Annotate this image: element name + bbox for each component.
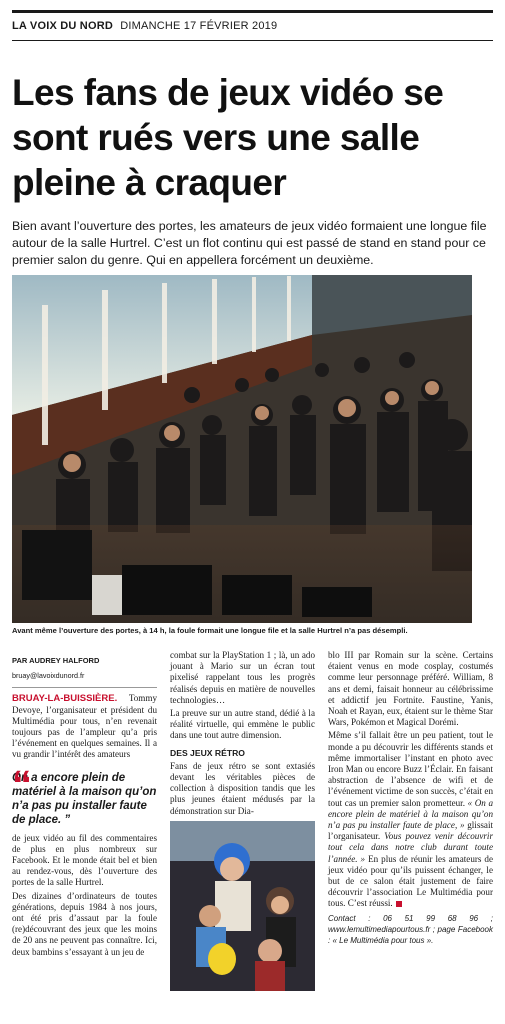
paragraph-8 [328,730,493,909]
pull-quote-body: On a encore plein de matériel à la maison qu’on n’a pas pu installer faute de place. [12,771,157,826]
paragraph-4: combat sur la PlayStation 1 ; là, un ado jouant à Mario sur un écran tout pixelisé rappelant tous les progrès réalisés depuis en matière de nouvelles technologies… [170,650,315,705]
paragraph-2: de jeux vidéo au fil des commentaires de plus en plus nombreux sur Facebook. Et le monde était bel et bien au rendez-vous, dès l’ouverture des portes de la salle Hurtrel. [12,832,157,888]
newspaper-name: LA VOIX DU NORD [12,20,113,32]
dateline-city: BRUAY-LA-BUISSIÈRE. [12,693,118,705]
pull-quote-text [12,771,157,827]
column-3 [328,650,493,946]
inline-quote-1: « On a encore plein de matériel à la maison qu’on n’a pas pu installer faute de place, » [328,797,493,831]
top-rule [12,10,493,13]
quote-close-mark: ” [64,813,71,826]
paragraph-7: blo III par Romain sur la scène. Certains étaient venus en mode cosplay, costumés comme leur personnage préféré. William, 8 ans et demi, faisait honneur au célébrissime et addictif jeu Fortnite. Faustine, Yanis, Noah et Rayan, eux, étaient sur le thème Star Wars, Pokémon et Magical Dorémi. [328,650,493,728]
paragraph-intro-text: Tommy Devoye, l’organisateur et président du Multimédia pour tous, n’en revenait toujours pas de l’ampleur qu’a pris l’événement en quelques semaines. Il a vu grandir l’intérêt des amateurs [12,693,157,760]
paragraph-3: Des dizaines d’ordinateurs de toutes générations, depuis 1984 à nos jours, ont été pris d’assaut par la foule (re)découvrant des jeux que les moins de 20 ans ne peuvent pas connaître. Ici, deux bambins s’essayant à un jeu de [12,890,157,957]
cosplay-photo-illustration [170,821,315,991]
pull-quote [12,762,157,827]
paragraph-intro [12,693,157,760]
article-lead: Bien avant l’ouverture des portes, les amateurs de jeux vidéo formaient une longue file autour de la salle Hurtrel. C’est un flot continu qui est passé de stand en stand pour ce premier salon du genre. Qui en appellera forcément un deuxième. [12,219,487,267]
byline: PAR AUDREY HALFORD [12,656,100,665]
cosplay-photo [170,821,315,991]
masthead [12,20,277,32]
inline-quote-2: Vous pouvez venir découvrir tout cela dans notre club durant toute l’année. » [328,831,493,864]
masthead-rule [12,40,493,41]
quote-mark-icon: “ [12,762,32,807]
paragraph-6: Fans de jeux rétro se sont extasiés devant les véritables pièces de collection à disposition tandis que les plus jeunes étaient médusés par la démonstration sur Dia- [170,760,315,816]
column-2 [170,650,315,991]
article-headline: Les fans de jeux vidéo se sont rués vers une salle pleine à craquer [12,72,444,203]
paragraph-8-attribution: glissait l’organisateur. [328,820,494,842]
section-subhead: DES JEUX RÉTRO [170,747,245,758]
contact-info: Contact : 06 51 99 68 96 ; www.lemultimediapourtous.fr ; page Facebook : « Le Multimédia pour tous ». [328,913,493,946]
byline-rule [12,687,157,688]
crowd-photo [12,275,472,623]
paragraph-5: La preuve sur un autre stand, dédié à la réalité virtuelle, qui emmène le public dans une tout autre dimension. [170,708,315,741]
author-email[interactable]: bruay@lavoixdunord.fr [12,671,85,681]
paragraph-8-text: Même s’il fallait être un peu patient, tout le monde a pu découvrir les différents stands et même immortaliser l’instant en photo avec Iron Man ou encore Buzz l’Éclair. En faisant abstraction de l’absence de wifi et de l’événement victime de son succès, c’était en tout cas un premier salon prometteur. [328,730,493,808]
end-mark-icon [396,901,402,907]
issue-date: DIMANCHE 17 FÉVRIER 2019 [120,20,278,32]
column-1 [12,655,157,960]
photo-caption: Avant même l’ouverture des portes, à 14 h, la foule formait une longue file et la salle Hurtrel n’a pas désempli. [12,626,408,635]
paragraph-8-end: En plus de réunir les amateurs de jeux vidéo pour qu’ils puissent échanger, le but de ce salon était justement de faire découvrir l’association Le Multimédia pour tous. C’est réussi. [328,853,493,909]
crowd-photo-illustration [12,275,472,623]
